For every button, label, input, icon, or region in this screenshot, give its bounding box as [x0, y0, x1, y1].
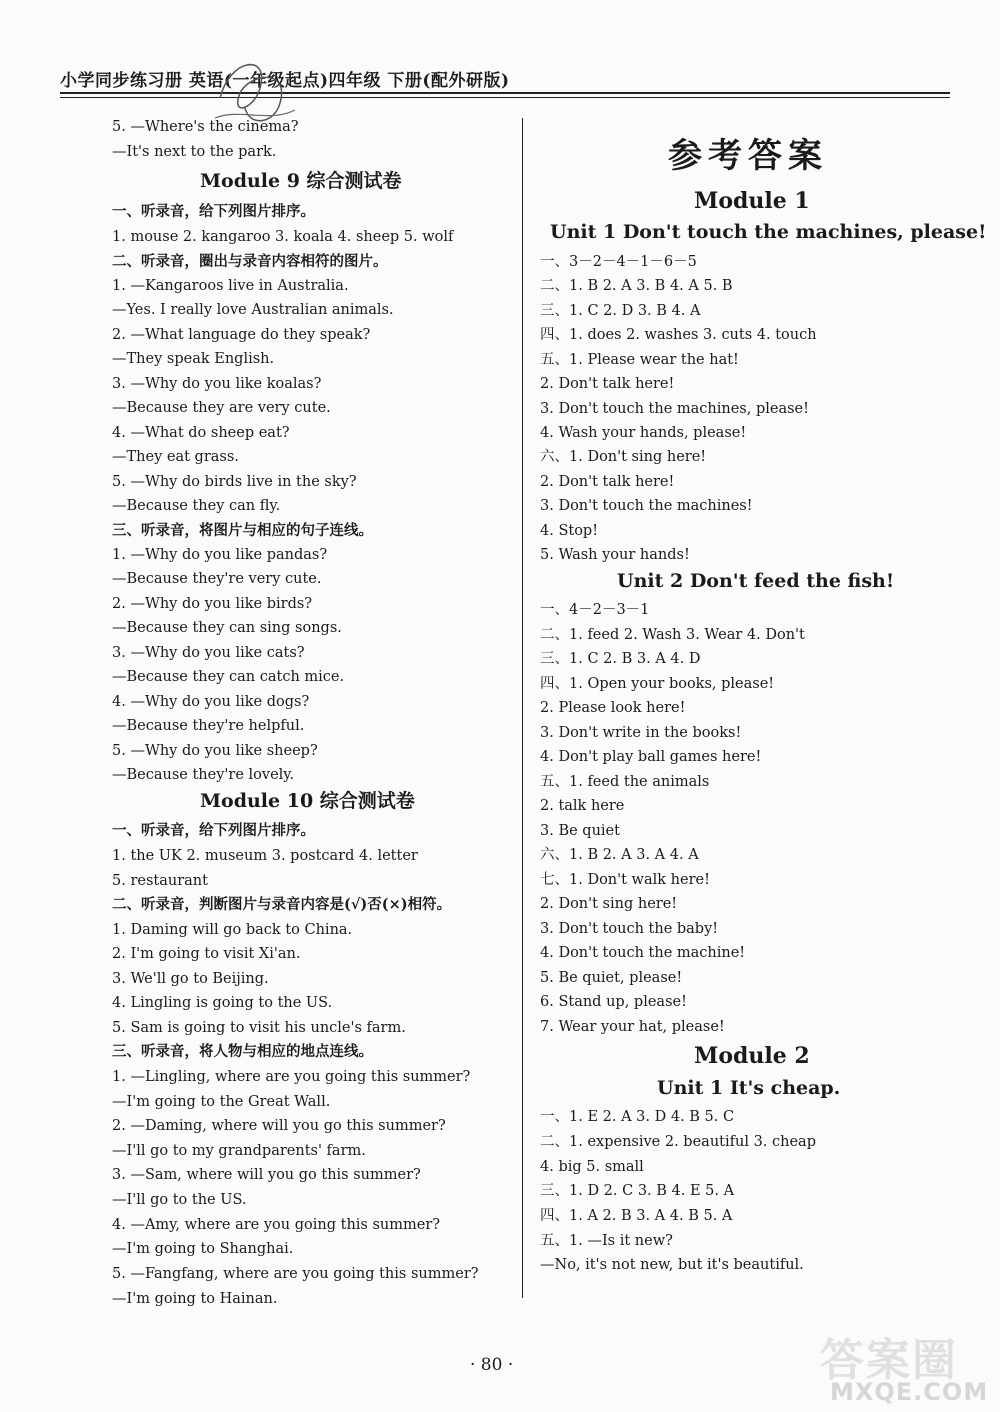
line-item: —Because they're lovely. [112, 767, 295, 783]
line-item: 3. We'll go to Beijing. [112, 971, 269, 987]
section-heading: 二、听录音，判断图片与录音内容是(√)否(×)相符。 [112, 896, 452, 913]
m2-unit1-title: Unit 1 It's cheap. [657, 1077, 841, 1099]
section-heading: 三、听录音，将人物与相应的地点连线。 [112, 1043, 373, 1060]
answer-line: 五、1. Please wear the hat! [540, 352, 739, 368]
line-item: 3. —Sam, where will you go this summer? [112, 1167, 421, 1183]
answer-line: 3. Don't touch the machines! [540, 498, 753, 514]
answer-line: 6. Stand up, please! [540, 994, 687, 1010]
answer-line: 一、1. E 2. A 3. D 4. B 5. C [540, 1109, 735, 1125]
line-item: —I'm going to Hainan. [112, 1291, 278, 1307]
answer-line: —No, it's not new, but it's beautiful. [540, 1257, 804, 1273]
header-rule-thick [60, 92, 950, 94]
line-item: 1. —Kangaroos live in Australia. [112, 278, 349, 294]
line-item: 4. Lingling is going to the US. [112, 995, 333, 1011]
line-item: 5. —Fangfang, where are you going this summer? [112, 1266, 479, 1282]
line-item: —Because they're helpful. [112, 718, 305, 734]
line-item: —I'm going to Shanghai. [112, 1241, 294, 1257]
section-heading: 一、听录音，给下列图片排序。 [112, 203, 315, 220]
page-number: · 80 · [470, 1355, 514, 1375]
line-item: 5. —Where's the cinema? [112, 119, 299, 135]
line-item: —Because they can fly. [112, 498, 281, 514]
section-heading: 一、听录音，给下列图片排序。 [112, 822, 315, 839]
answer-line: 一、3－2－4－1－6－5 [540, 254, 697, 270]
answer-line: 五、1. feed the animals [540, 774, 710, 790]
answer-line: 3. Be quiet [540, 823, 620, 839]
answer-line: 二、1. expensive 2. beautiful 3. cheap [540, 1134, 816, 1150]
line-item: 2. —What language do they speak? [112, 327, 371, 343]
answer-line: 4. big 5. small [540, 1159, 644, 1175]
line-item: 5. restaurant [112, 873, 208, 889]
answer-line: 三、1. C 2. B 3. A 4. D [540, 651, 701, 667]
unit1-title: Unit 1 Don't touch the machines, please! [550, 221, 987, 243]
answer-line: 5. Wash your hands! [540, 547, 690, 563]
module9-title: Module 9 综合测试卷 [200, 170, 402, 192]
answers-title: 参考答案 [668, 136, 828, 176]
answer-line: 4. Don't play ball games here! [540, 749, 762, 765]
line-item: —I'm going to the Great Wall. [112, 1094, 331, 1110]
line-item: 2. —Daming, where will you go this summer? [112, 1118, 446, 1134]
answer-line: 六、1. Don't sing here! [540, 449, 707, 465]
line-item: —Yes. I really love Australian animals. [112, 302, 394, 318]
line-item: 5. Sam is going to visit his uncle's farm. [112, 1020, 406, 1036]
line-item: 1. the UK 2. museum 3. postcard 4. letter [112, 848, 418, 864]
answer-line: 二、1. feed 2. Wash 3. Wear 4. Don't [540, 627, 805, 643]
answer-line: 七、1. Don't walk here! [540, 872, 710, 888]
line-item: —Because they are very cute. [112, 400, 331, 416]
line-item: 1. —Lingling, where are you going this summer? [112, 1069, 471, 1085]
answer-line: 2. Don't talk here! [540, 474, 675, 490]
answer-line: 四、1. A 2. B 3. A 4. B 5. A [540, 1208, 733, 1224]
line-item: 4. —Why do you like dogs? [112, 694, 310, 710]
line-item: —They speak English. [112, 351, 275, 367]
column-divider [522, 118, 523, 1298]
answer-line: 二、1. B 2. A 3. B 4. A 5. B [540, 278, 733, 294]
line-item: —I'll go to my grandparents' farm. [112, 1143, 366, 1159]
page-header: 小学同步练习册 英语(一年级起点)四年级 下册(配外研版) [60, 71, 510, 91]
answer-line: 3. Don't touch the machines, please! [540, 401, 809, 417]
answer-line: 5. Be quiet, please! [540, 970, 683, 986]
line-item: 2. I'm going to visit Xi'an. [112, 946, 301, 962]
line-item: 1. mouse 2. kangaroo 3. koala 4. sheep 5. wolf [112, 229, 454, 245]
module10-title: Module 10 综合测试卷 [200, 790, 415, 812]
line-item: 4. —Amy, where are you going this summer? [112, 1217, 441, 1233]
answer-line: 2. Please look here! [540, 700, 686, 716]
answer-line: 六、1. B 2. A 3. A 4. A [540, 847, 699, 863]
line-item: —I'll go to the US. [112, 1192, 247, 1208]
line-item: 2. —Why do you like birds? [112, 596, 313, 612]
answer-line: 4. Wash your hands, please! [540, 425, 747, 441]
line-item: —It's next to the park. [112, 144, 277, 160]
answer-line: 4. Don't touch the machine! [540, 945, 746, 961]
line-item: —Because they can catch mice. [112, 669, 345, 685]
line-item: —Because they're very cute. [112, 571, 322, 587]
answer-line: 2. Don't sing here! [540, 896, 678, 912]
module1-title: Module 1 [694, 188, 810, 214]
section-heading: 三、听录音，将图片与相应的句子连线。 [112, 522, 373, 539]
line-item: 4. —What do sheep eat? [112, 425, 290, 441]
answer-line: 五、1. —Is it new? [540, 1233, 673, 1249]
line-item: —Because they can sing songs. [112, 620, 342, 636]
line-item: 5. —Why do birds live in the sky? [112, 474, 357, 490]
answer-line: 3. Don't write in the books! [540, 725, 742, 741]
answer-line: 三、1. D 2. C 3. B 4. E 5. A [540, 1183, 735, 1199]
section-heading: 二、听录音，圈出与录音内容相符的图片。 [112, 253, 388, 270]
header-rule-thin [60, 97, 950, 98]
line-item: 3. —Why do you like cats? [112, 645, 305, 661]
line-item: —They eat grass. [112, 449, 239, 465]
line-item: 3. —Why do you like koalas? [112, 376, 322, 392]
answer-line: 2. talk here [540, 798, 625, 814]
answer-line: 7. Wear your hat, please! [540, 1019, 725, 1035]
answer-line: 四、1. Open your books, please! [540, 676, 775, 692]
line-item: 5. —Why do you like sheep? [112, 743, 318, 759]
line-item: 1. Daming will go back to China. [112, 922, 353, 938]
answer-line: 3. Don't touch the baby! [540, 921, 719, 937]
unit2-title: Unit 2 Don't feed the fish! [617, 570, 895, 592]
answer-line: 4. Stop! [540, 523, 599, 539]
watermark-logo: 答案圈 [820, 1335, 958, 1386]
answer-line: 一、4－2－3－1 [540, 602, 650, 618]
answer-line: 四、1. does 2. washes 3. cuts 4. touch [540, 327, 817, 343]
answer-line: 2. Don't talk here! [540, 376, 675, 392]
line-item: 1. —Why do you like pandas? [112, 547, 328, 563]
module2-title: Module 2 [694, 1043, 810, 1069]
watermark-url: MXQE.COM [830, 1378, 989, 1406]
answer-line: 三、1. C 2. D 3. B 4. A [540, 303, 701, 319]
